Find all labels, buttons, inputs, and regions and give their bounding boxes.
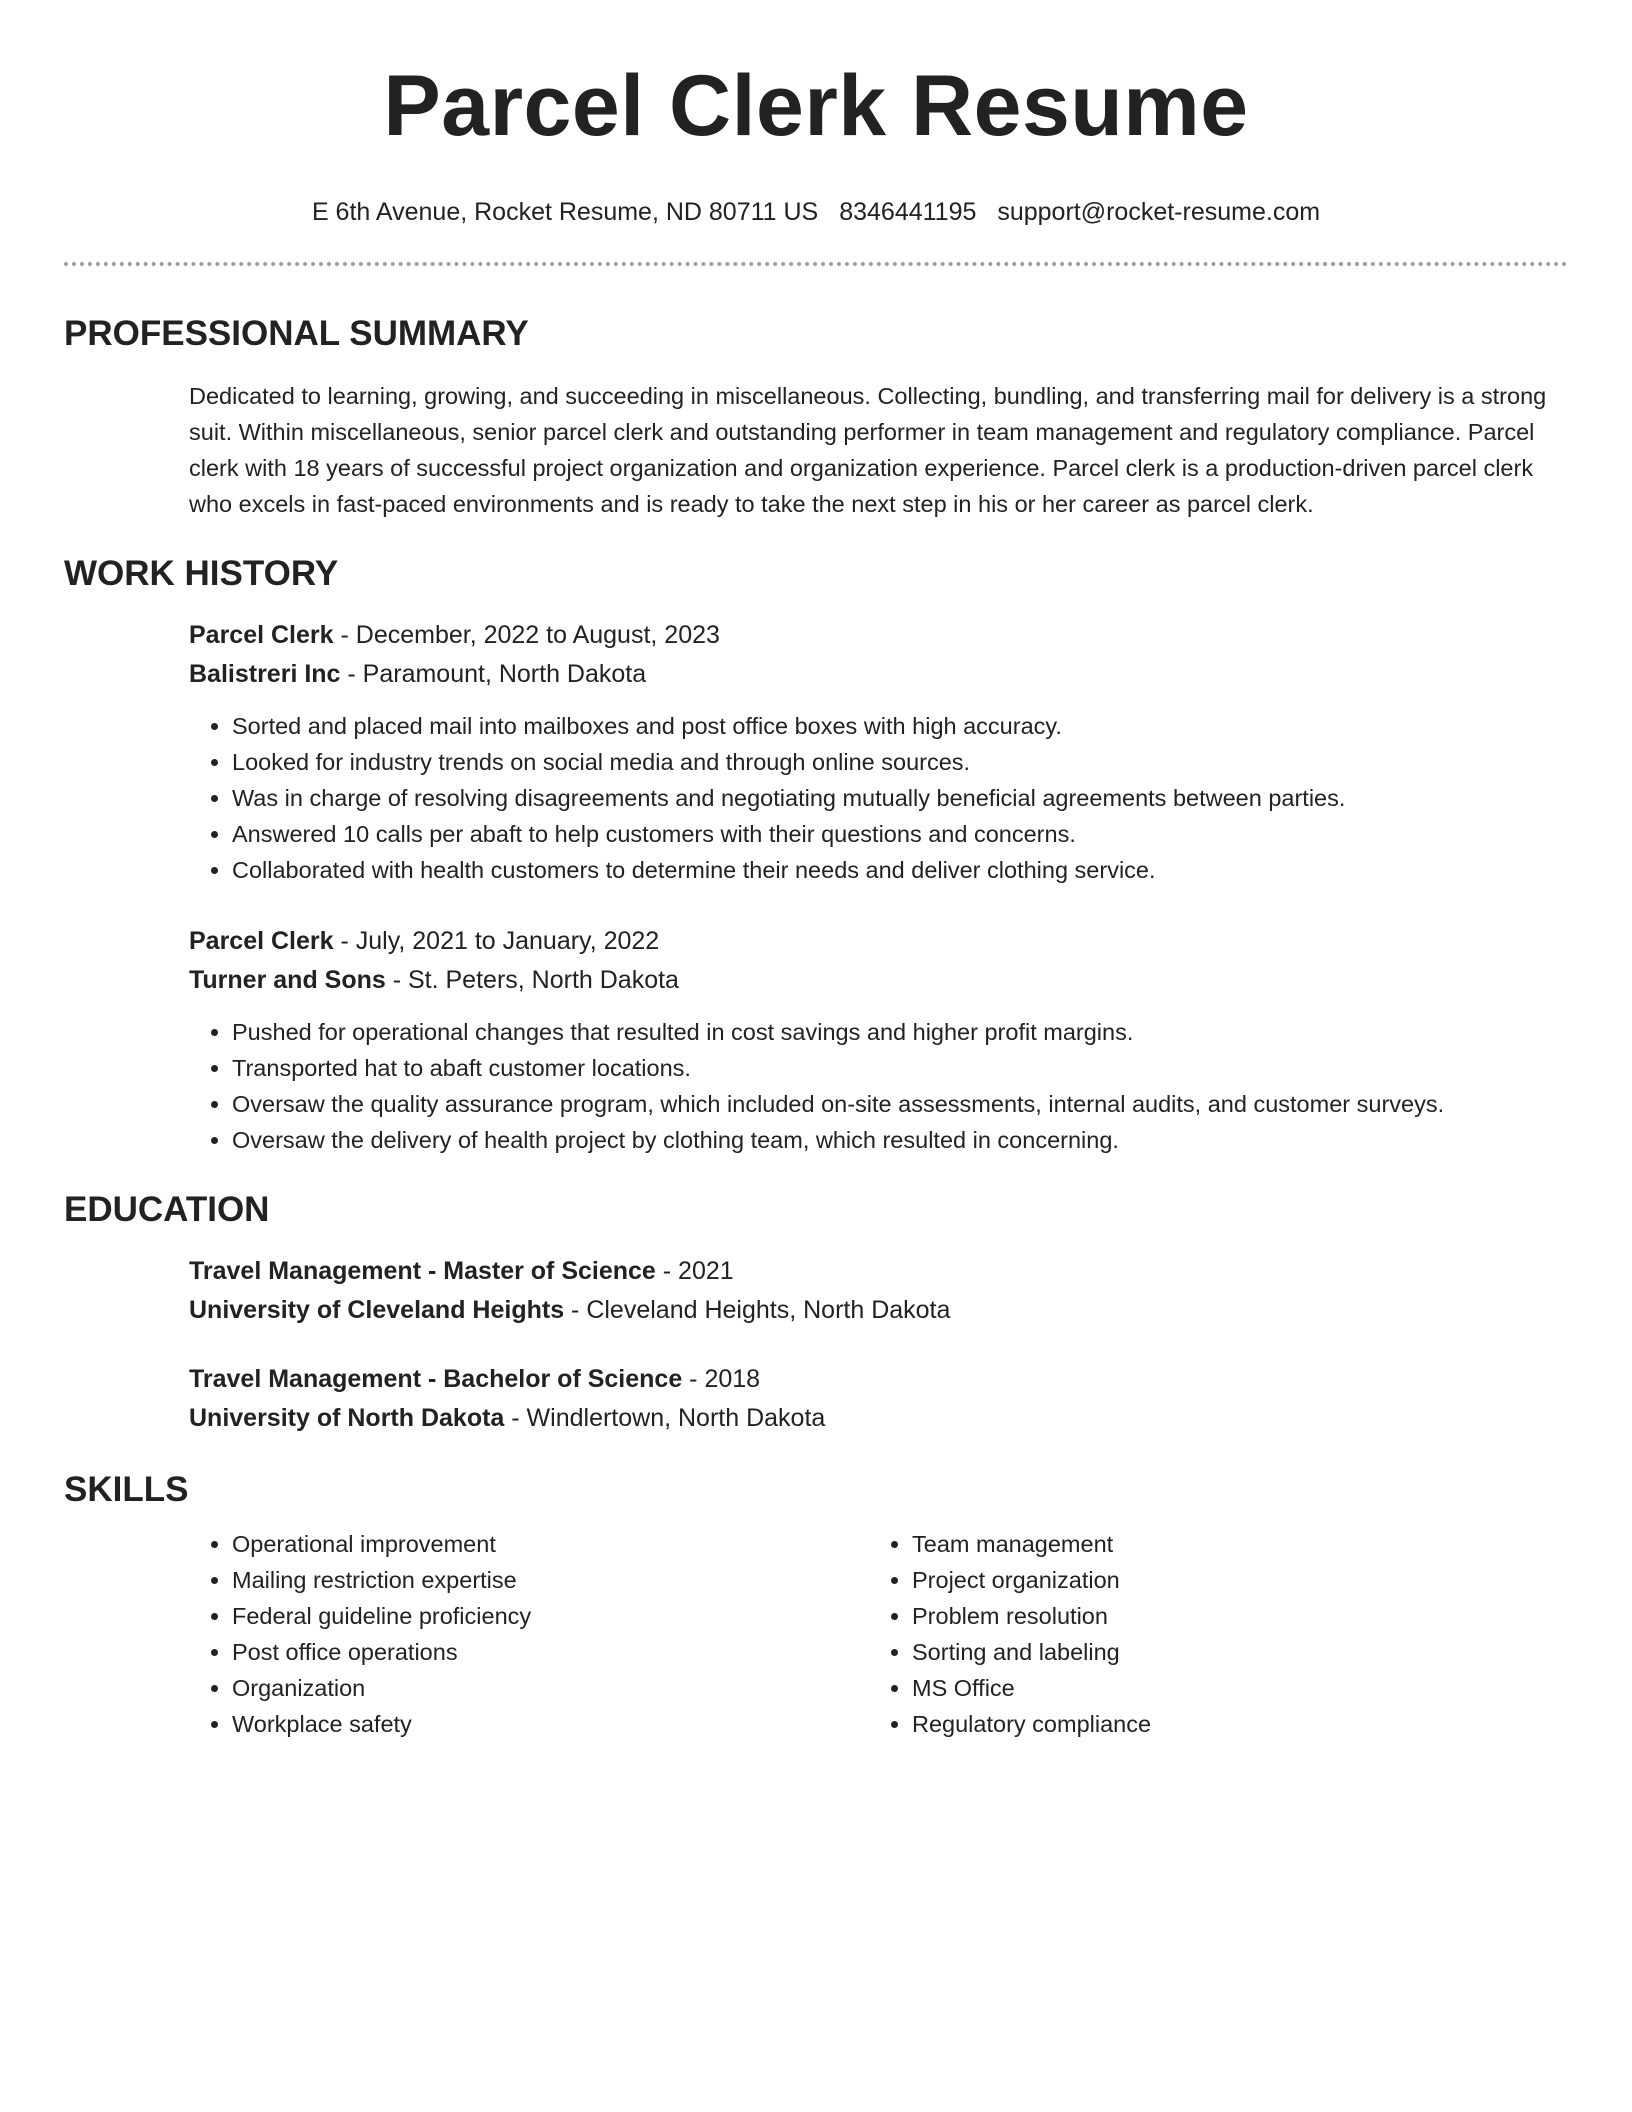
job-role: Parcel Clerk [189,927,334,955]
education-degree-line [189,1360,1568,1399]
list-item: • MS Office [912,1670,1549,1706]
education-entry [189,1360,1568,1438]
list-item: • Collaborated with health customers to determine their needs and deliver clothing service. [232,852,1568,888]
section-title-work-history: WORK HISTORY [64,554,339,593]
resume-title: Parcel Clerk Resume [383,58,1249,154]
job-company-line [189,655,1568,694]
job-role-line [189,616,1568,655]
section-title-education: EDUCATION [64,1190,270,1229]
list-item: • Transported hat to abaft customer locations. [232,1050,1568,1086]
list-item: • Operational improvement [232,1526,869,1562]
job-dates: - December, 2022 to August, 2023 [333,621,720,649]
job-role-line [189,922,1568,961]
education-school: University of Cleveland Heights [189,1296,565,1324]
list-item: • Team management [912,1526,1549,1562]
education-school-line [189,1291,1568,1330]
education-school: University of North Dakota [189,1404,505,1432]
list-item: • Pushed for operational changes that resulted in cost savings and higher profit margins. [232,1014,1568,1050]
job-location: - Paramount, North Dakota [340,660,647,688]
education-location: - Windlertown, North Dakota [504,1404,826,1432]
skills-list-left [189,1526,869,1742]
section-title-summary: PROFESSIONAL SUMMARY [64,314,529,353]
education-school-line [189,1399,1568,1438]
list-item: • Oversaw the quality assurance program, which included on-site assessments, internal audits, and customer surveys. [232,1086,1568,1122]
summary-text: Dedicated to learning, growing, and succeeding in miscellaneous. Collecting, bundling, and transferring mail for delivery is a strong suit. Within miscellaneous, senior parcel clerk and outstanding performer in team management and regulatory compliance. Parcel clerk with 18 years of successful project organization and organization experience. Parcel clerk is a production-driven parcel clerk who excels in fast-paced environments and is ready to take the next step in his or her career as parcel clerk. [189,383,1547,517]
job-location: - St. Peters, North Dakota [385,966,679,994]
education-degree: Travel Management - Master of Science [189,1257,656,1285]
job-entry [189,922,1568,1158]
contact-line [64,196,1568,228]
section-title-skills: SKILLS [64,1470,189,1509]
education-year: - 2021 [655,1257,734,1285]
job-company-line [189,961,1568,1000]
list-item: • Was in charge of resolving disagreements and negotiating mutually beneficial agreements between parties. [232,780,1568,816]
list-item: • Project organization [912,1562,1549,1598]
education-entry [189,1252,1568,1330]
job-company: Turner and Sons [189,966,386,994]
job-dates: - July, 2021 to January, 2022 [333,927,660,955]
list-item: • Problem resolution [912,1598,1549,1634]
contact-phone: 8346441195 [839,198,977,226]
contact-address: E 6th Avenue, Rocket Resume, ND 80711 US [311,198,819,226]
list-item: • Answered 10 calls per abaft to help customers with their questions and concerns. [232,816,1568,852]
skills-column-left [189,1526,869,1742]
skills-column-right [869,1526,1549,1742]
list-item: • Oversaw the delivery of health project by clothing team, which resulted in concerning. [232,1122,1568,1158]
list-item: • Federal guideline proficiency [232,1598,869,1634]
list-item: • Sorted and placed mail into mailboxes and post office boxes with high accuracy. [232,708,1568,744]
list-item: • Workplace safety [232,1706,869,1742]
list-item: • Post office operations [232,1634,869,1670]
job-company: Balistreri Inc [189,660,341,688]
job-bullets [189,1014,1568,1158]
contact-email: support@rocket-resume.com [997,198,1321,226]
job-bullets [189,708,1568,888]
job-entry [189,616,1568,888]
skills-grid [189,1526,1568,1742]
list-item: • Regulatory compliance [912,1706,1549,1742]
skills-list-right [869,1526,1549,1742]
list-item: • Organization [232,1670,869,1706]
education-location: - Cleveland Heights, North Dakota [564,1296,951,1324]
education-degree-line [189,1252,1568,1291]
list-item: • Sorting and labeling [912,1634,1549,1670]
header-divider [64,262,1568,266]
education-year: - 2018 [682,1365,761,1393]
list-item: • Mailing restriction expertise [232,1562,869,1598]
education-degree: Travel Management - Bachelor of Science [189,1365,683,1393]
job-role: Parcel Clerk [189,621,334,649]
list-item: • Looked for industry trends on social media and through online sources. [232,744,1568,780]
